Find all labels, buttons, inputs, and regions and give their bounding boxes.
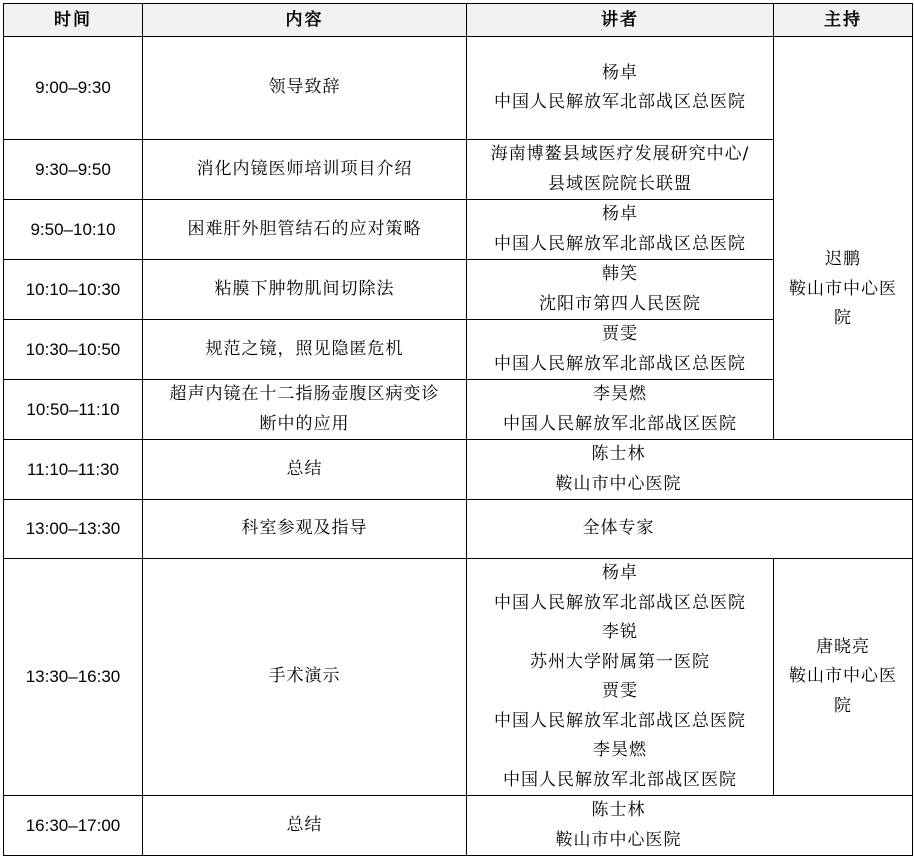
speaker-affiliation: 县域医院院长联盟 xyxy=(548,173,692,194)
content-cell xyxy=(143,200,467,260)
content-line: 超声内镜在十二指肠壶腹区病变诊 xyxy=(169,384,440,404)
content-cell xyxy=(143,380,467,440)
time-cell: 16:30–17:00 xyxy=(4,796,143,856)
speaker-name: 杨卓 xyxy=(602,204,638,224)
content-line: 科室参观及指导 xyxy=(241,518,368,539)
table-row xyxy=(4,796,913,856)
content-cell xyxy=(143,260,467,320)
table-row xyxy=(4,559,913,796)
content-line: 规范之镜，照见隐匿危机 xyxy=(205,338,404,359)
speaker-cell xyxy=(467,559,774,796)
time-cell: 9:30–9:50 xyxy=(4,140,143,200)
speaker-name: 陈士林 xyxy=(591,800,646,820)
header-content: 内容 xyxy=(143,4,467,37)
header-speaker: 讲者 xyxy=(467,4,774,37)
content-cell xyxy=(143,796,467,856)
speaker-cell xyxy=(467,380,774,440)
content-line: 手术演示 xyxy=(268,666,341,687)
content-line: 总结 xyxy=(286,814,323,835)
host-name: 迟鹏 xyxy=(825,249,861,269)
speaker-cell xyxy=(467,37,774,140)
time-cell: 10:10–10:30 xyxy=(4,260,143,320)
content-line: 消化内镜医师培训项目介绍 xyxy=(196,158,413,179)
speaker-cell xyxy=(467,320,774,380)
speaker-name: 全体专家 xyxy=(582,518,655,539)
speaker-name: 李昊燃 xyxy=(593,384,647,404)
speaker-affiliation: 中国人民解放军北部战区医院 xyxy=(503,769,737,790)
speaker-cell xyxy=(467,260,774,320)
content-cell xyxy=(143,37,467,140)
speaker-affiliation: 苏州大学附属第一医院 xyxy=(530,651,710,672)
content-cell xyxy=(143,500,467,559)
host-affiliation: 鞍山市中心医 xyxy=(789,666,897,687)
speaker-affiliation: 中国人民解放军北部战区总医院 xyxy=(494,710,746,731)
speaker-cell xyxy=(467,440,913,500)
content-line-cont: 断中的应用 xyxy=(259,413,350,434)
content-cell xyxy=(143,140,467,200)
host-affiliation-cont: 院 xyxy=(834,695,852,716)
speaker-name: 海南博鳌县域医疗发展研究中心/ xyxy=(490,144,750,164)
speaker-cell xyxy=(467,140,774,200)
host-cell-morning xyxy=(774,140,913,440)
time-cell: 13:00–13:30 xyxy=(4,500,143,559)
speaker-name: 韩笑 xyxy=(602,264,638,284)
time-cell: 10:50–11:10 xyxy=(4,380,143,440)
content-line: 领导致辞 xyxy=(268,77,341,98)
host-cell-afternoon xyxy=(774,559,913,796)
time-cell: 13:30–16:30 xyxy=(4,559,143,796)
speaker-name: 李昊燃 xyxy=(593,740,647,760)
content-line: 困难肝外胆管结石的应对策略 xyxy=(187,218,422,239)
speaker-name: 贾雯 xyxy=(602,681,638,701)
header-host: 主持 xyxy=(774,4,913,37)
speaker-affiliation: 中国人民解放军北部战区总医院 xyxy=(494,592,746,613)
time-cell: 10:30–10:50 xyxy=(4,320,143,380)
speaker-affiliation: 中国人民解放军北部战区总医院 xyxy=(494,92,746,112)
table-row xyxy=(4,37,913,140)
schedule-table xyxy=(3,3,913,856)
content-cell xyxy=(143,440,467,500)
speaker-name: 贾雯 xyxy=(602,324,638,344)
host-name: 唐晓亮 xyxy=(816,636,870,657)
content-cell xyxy=(143,320,467,380)
speaker-name: 杨卓 xyxy=(602,563,638,583)
speaker-cell xyxy=(467,500,913,559)
speaker-affiliation: 中国人民解放军北部战区医院 xyxy=(503,413,737,434)
speaker-affiliation: 鞍山市中心医院 xyxy=(555,473,682,494)
content-line: 总结 xyxy=(286,458,323,479)
header-time: 时间 xyxy=(4,4,143,37)
content-line: 粘膜下肿物肌间切除法 xyxy=(214,278,395,299)
host-affiliation: 鞍山市中心医 xyxy=(789,278,897,299)
table-row xyxy=(4,440,913,500)
speaker-name: 杨卓 xyxy=(602,62,638,83)
speaker-affiliation: 鞍山市中心医院 xyxy=(555,829,682,850)
table-row xyxy=(4,500,913,559)
speaker-affiliation: 沈阳市第四人民医院 xyxy=(539,293,701,314)
time-cell: 9:00–9:30 xyxy=(4,37,143,140)
content-cell xyxy=(143,559,467,796)
host-cell-empty xyxy=(774,37,913,140)
time-cell: 9:50–10:10 xyxy=(4,200,143,260)
table-row xyxy=(4,140,913,200)
speaker-cell xyxy=(467,796,913,856)
speaker-name: 李锐 xyxy=(602,622,638,642)
host-affiliation-cont: 院 xyxy=(834,308,852,328)
speaker-affiliation: 中国人民解放军北部战区总医院 xyxy=(494,233,746,254)
speaker-name: 陈士林 xyxy=(591,444,646,464)
time-cell: 11:10–11:30 xyxy=(4,440,143,500)
header-row xyxy=(4,4,913,37)
speaker-cell xyxy=(467,200,774,260)
speaker-affiliation: 中国人民解放军北部战区总医院 xyxy=(494,353,746,374)
